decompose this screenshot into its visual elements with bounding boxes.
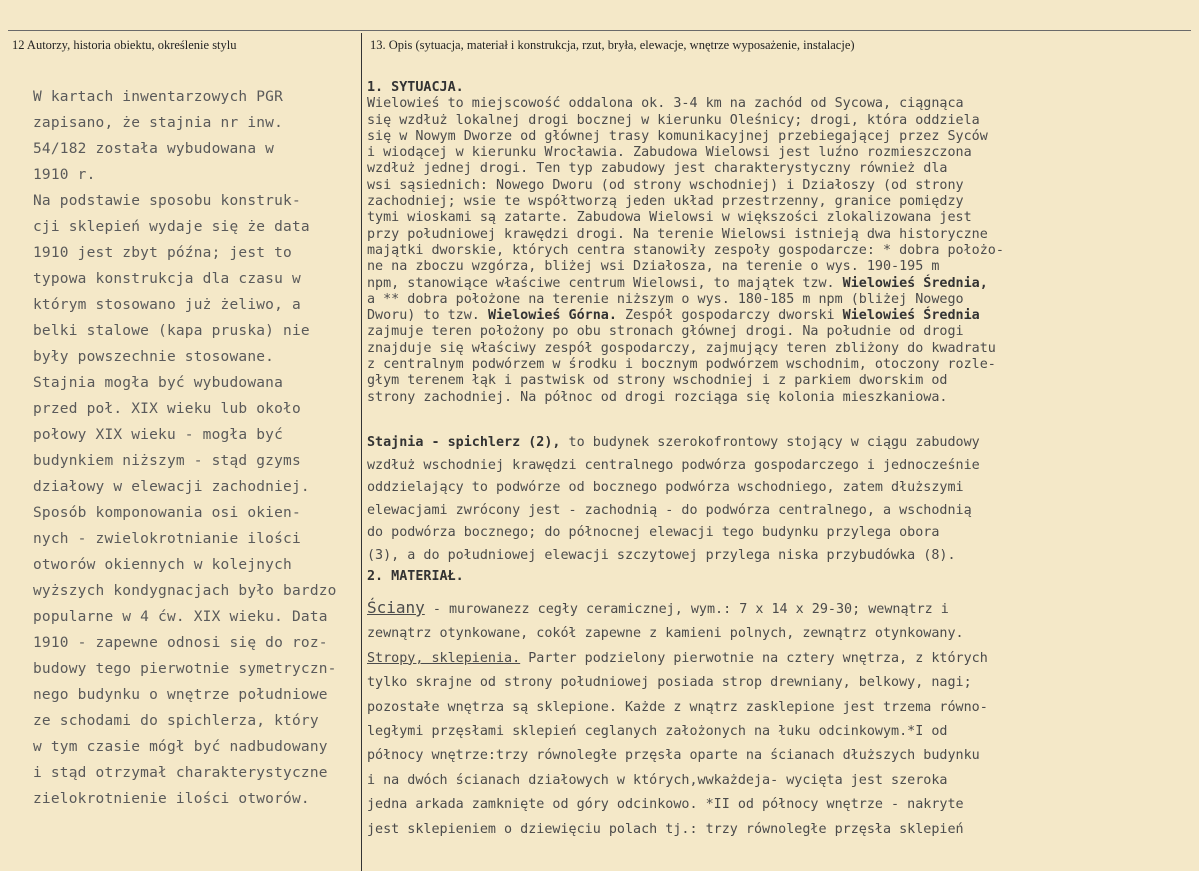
left-text-line: 1910 - zapewne odnosi się do roz- [33, 635, 328, 651]
text-line: głym terenem łąk i pastwisk od strony wschodniej i z parkiem dworskim od [367, 373, 948, 389]
bold-name: Stajnia - spichlerz (2), [367, 435, 561, 450]
left-text-line: 1910 r. [33, 167, 96, 183]
text-line: z centralnym podwórzem w środku i bocznym podwórzem wschodnim, otoczony rozle- [367, 357, 996, 373]
text-line: wzdłuż jednej drogi. Ten typ zabudowy jest charakterystyczny również dla [367, 161, 948, 177]
text-line: ległymi przęsłami sklepień ceglanych założonych na łuku odcinkowym.*I od [367, 724, 948, 740]
text-line [367, 276, 1187, 292]
left-text-line: otworów okiennych w kolejnych [33, 557, 292, 573]
text-line: się wzdłuż lokalnej drogi bocznej w kierunku Oleśnicy; drogi, która oddziela [367, 112, 980, 128]
text-line: wsi sąsiednich: Nowego Dworu (od strony wschodniej) i Działoszy (od strony [367, 177, 964, 193]
text-line: zachodniej; wsie te współtworzą jeden układ przestrzenny, granice pomiędzy [367, 194, 964, 210]
text-line: wzdłuż wschodniej krawędzi centralnego podwórza gospodarczego i jednocześnie [367, 457, 980, 473]
left-text-line: połowy XIX wieku - mogła być [33, 427, 284, 443]
text-fragment: Parter podzielony pierwotnie na cztery wnętrza, z których [520, 650, 988, 666]
left-text-line: budowy tego pierwotnie symetryczn- [33, 661, 337, 677]
left-text-line: budynkiem niższym - stąd gzyms [33, 453, 301, 469]
text-line: a ** dobra położone na terenie niższym o wys. 180-185 m npm (bliżej Nowego [367, 291, 964, 307]
left-text-line: W kartach inwentarzowych PGR [33, 89, 284, 105]
header-right: 13. Opis (sytuacja, materiał i konstrukcja, rzut, bryła, elewacje, wnętrze wyposażenie, instalacje) [370, 38, 855, 52]
text-line: znajduje się właściwy zespół gospodarczy, zajmujący teren zbliżony do kwadratu [367, 340, 996, 356]
left-text-line: w tym czasie mógł być nadbudowany [33, 739, 328, 755]
text-line: tylko skrajne od strony południowej posiada strop drewniany, belkowy, nagi; [367, 675, 972, 691]
text-line: pozostałe wnętrza są sklepione. Każde z wnątrz zasklepione jest trzema równo- [367, 699, 988, 715]
bold-name: Wielowieś Średnia, [842, 275, 988, 291]
text-line: do podwórza bocznego; do północnej elewacji tego budynku przylega obora [367, 525, 940, 540]
text-fragment: npm, stanowiące właściwe centrum Wielowsi, to majątek tzw. [367, 275, 843, 291]
left-text-line: belki stalowe (kapa pruska) nie [33, 323, 310, 339]
subheading: Ściany [367, 598, 425, 617]
bold-name: Wielowieś Średnia [842, 308, 980, 324]
left-text-line: typowa konstrukcja dla czasu w [33, 271, 301, 287]
text-line: i wiodącej w kierunku Wrocławia. Zabudowa Wielowsi jest luźno rozmieszczona [367, 145, 972, 161]
left-text-line: nego budynku o wnętrze południowe [33, 687, 328, 703]
subheading: Stropy, sklepienia. [367, 650, 521, 666]
header-left: 12 Autorzy, historia obiektu, określenie stylu [12, 38, 237, 52]
bold-name: Wielowieś Górna. [487, 308, 617, 324]
text-line: majątki dworskie, których centra stanowiły zespoły gospodarcze: * dobra położo- [367, 242, 1004, 258]
text-line: przy południowej krawędzi drogi. Na terenie Wielowsi istnieją dwa historyczne [367, 226, 988, 242]
paragraph-stajnia [367, 432, 1187, 587]
section-title: 2. MATERIAŁ. [367, 569, 464, 584]
text-line: zewnątrz otynkowane, cokół zapewne z kamieni polnych, zewnątrz otynkowany. [367, 626, 964, 642]
left-text-line: 54/182 została wybudowana w [33, 141, 275, 157]
text-line [367, 432, 1187, 455]
text-fragment: Dworu) to tzw. [367, 308, 488, 324]
text-line: się w Nowym Dworze od głównej trasy komunikacyjnej przebiegającej przez Syców [367, 128, 988, 144]
text-line: północy wnętrze:trzy równoległe przęsła oparte na ścianach dłuższych budynku [367, 748, 980, 764]
text-line: jest sklepieniem o dziewięciu polach tj.: trzy równoległe przęsła sklepień [367, 821, 964, 837]
section-sytuacja [367, 80, 1187, 406]
left-text-line: i stąd otrzymał charakterystyczne [33, 765, 328, 781]
left-text-line: nych - zwielokrotnianie ilości [33, 531, 301, 547]
text-line: jedna arkada zamknięte od góry odcinkowo. *II od północy wnętrze - nakryte [367, 797, 964, 813]
left-text-line: ze schodami do spichlerza, który [33, 713, 319, 729]
text-line [367, 647, 1187, 671]
left-text-line: Na podstawie sposobu konstruk- [33, 193, 301, 209]
left-text-line: były powszechnie stosowane. [33, 349, 275, 365]
text-line: oddzielający to podwórze od bocznego podwórza wschodniego, zatem dłuższymi [367, 480, 964, 495]
text-line: zajmuje teren położony po obu stronach głównej drogi. Na południe od drogi [367, 324, 964, 340]
left-text-line: 1910 jest zbyt późna; jest to [33, 245, 292, 261]
text-line [367, 596, 1187, 622]
section-material [367, 596, 1187, 842]
text-line: Wielowieś to miejscowość oddalona ok. 3-4 km na zachód od Sycowa, ciągnąca [367, 96, 964, 112]
left-text-line: Sposób komponowania osi okien- [33, 505, 301, 521]
left-text-line: zielokrotnienie ilości otworów. [33, 791, 310, 807]
left-text-line: działowy w elewacji zachodniej. [33, 479, 310, 495]
text-line: ne na zboczu wzgórza, bliżej wsi Działosza, na terenie o wys. 190-195 m [367, 259, 940, 275]
left-text-line: Stajnia mogła być wybudowana [33, 375, 284, 391]
text-line: i na dwóch ścianach działowych w których,wwkażdeja- wycięta jest szeroka [367, 772, 948, 788]
text-fragment: to budynek szerokofrontowy stojący w ciągu zabudowy [560, 435, 980, 450]
left-text-line: zapisano, że stajnia nr inw. [33, 115, 284, 131]
left-text-line: przed poł. XIX wieku lub około [33, 401, 301, 417]
left-column [33, 84, 363, 812]
top-rule [8, 30, 1191, 31]
left-text-line: cji sklepień wydaje się że data [33, 219, 310, 235]
text-fragment: Zespół gospodarczy dworski [616, 308, 843, 324]
left-text-line: popularne w 4 ćw. XIX wieku. Data [33, 609, 328, 625]
text-line: strony zachodniej. Na północ od drogi rozciąga się kolonia mieszkaniowa. [367, 389, 948, 405]
left-text-line: którym stosowano już żeliwo, a [33, 297, 301, 313]
text-fragment: - murowanezz cegły ceramicznej, wym.: 7 x 14 x 29-30; wewnątrz i [424, 602, 949, 617]
left-text-line: wyższych kondygnacjach było bardzo [33, 583, 337, 599]
text-line [367, 308, 1187, 324]
section-title: 1. SYTUACJA. [367, 80, 464, 95]
text-line: tymi wioskami są zatarte. Zabudowa Wielowsi w większości zlokalizowana jest [367, 210, 972, 226]
text-line: (3), a do południowej elewacji szczytowej przylega niska przybudówka (8). [367, 547, 956, 563]
text-line: elewacjami zwrócony jest - zachodnią - do podwórza centralnego, a wschodnią [367, 502, 972, 518]
